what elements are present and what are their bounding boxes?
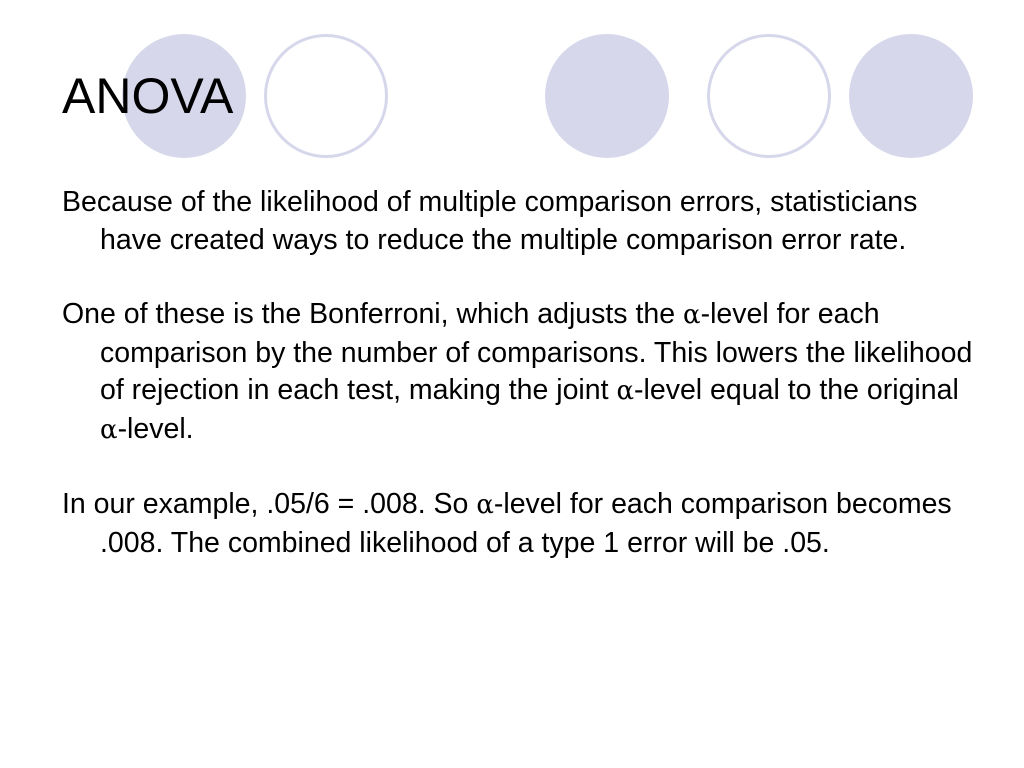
paragraph-example bbox=[62, 486, 982, 562]
alpha-symbol: α bbox=[476, 490, 494, 520]
paragraph-text: -level for each comparison becomes .008. The combined likelihood of a type 1 error will be .05. bbox=[100, 488, 952, 559]
alpha-symbol: α bbox=[100, 414, 118, 445]
paragraph-bonferroni bbox=[62, 296, 982, 449]
decorative-circle-outline bbox=[707, 34, 831, 158]
slide-title: ANOVA bbox=[62, 68, 234, 124]
paragraph-text: -level equal to the original bbox=[634, 374, 959, 406]
decorative-circle-filled bbox=[849, 34, 973, 158]
paragraph-text: -level. bbox=[117, 412, 194, 445]
slide-body bbox=[62, 184, 982, 562]
paragraph-multiple-comparisons bbox=[62, 184, 982, 259]
paragraph-text: -level for each comparison by the number of comparisons. This lowers the likelihood of rejection in each test, making the joint bbox=[100, 298, 973, 406]
alpha-symbol: α bbox=[616, 376, 635, 406]
paragraph-text: Because of the likelihood of multiple comparison errors, statisticians have created ways to reduce the multiple comparison error rate. bbox=[62, 186, 918, 256]
alpha-symbol: α bbox=[683, 300, 701, 330]
decorative-circle-filled bbox=[545, 34, 669, 158]
paragraph-text: One of these is the Bonferroni, which adjusts the bbox=[62, 298, 684, 330]
paragraph-text: In our example, .05/6 = .008. So bbox=[62, 488, 477, 520]
decorative-circle-outline bbox=[264, 34, 388, 158]
